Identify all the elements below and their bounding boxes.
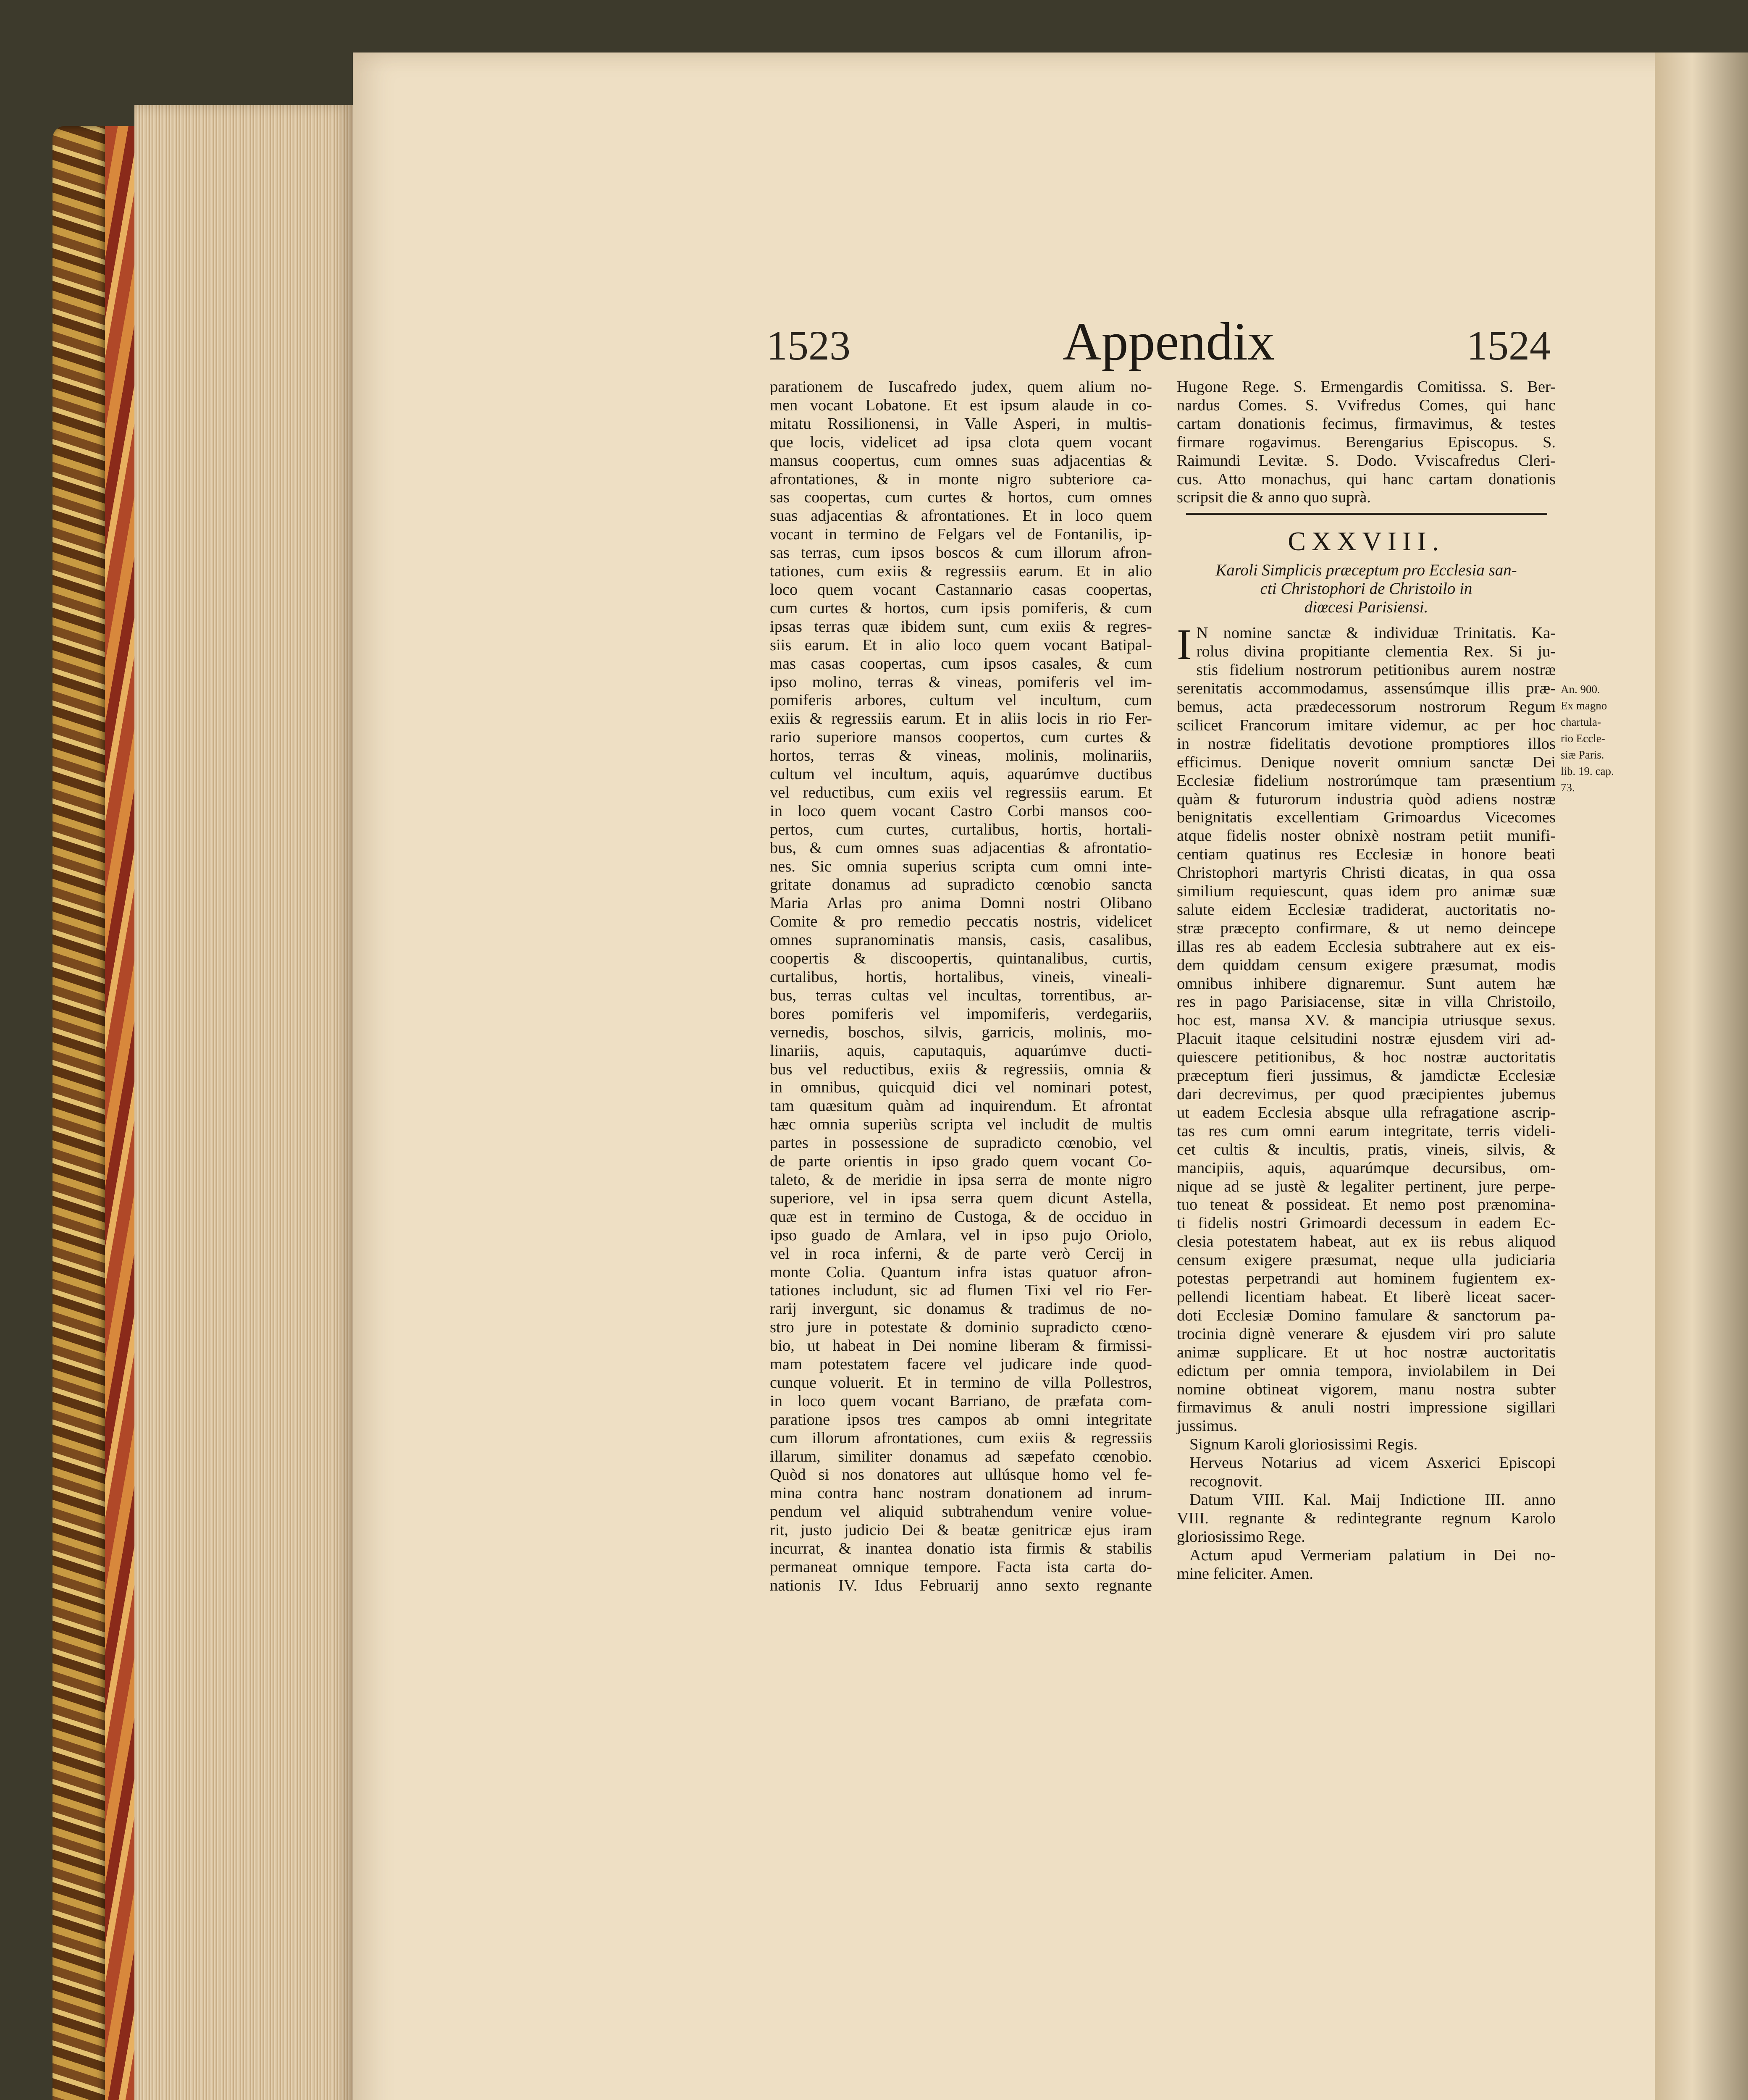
left-column-line: mam potestatem facere vel judicare inde quod- [770,1355,1152,1373]
left-column-line: quæ est in termino de Custoga, & de occiduo in [770,1208,1152,1226]
running-title: Appendix [1063,312,1275,371]
left-column-line: paratione ipsos tres campos ab omni integritate [770,1410,1152,1428]
left-column-line: permaneat omnique tempore. Facta ista carta do- [770,1558,1152,1576]
left-column-line: mitatu Rossilionensi, in Valle Asperi, in multis- [770,415,1152,433]
left-column-line: cunque voluerit. Et in termino de villa Pollestros, [770,1373,1152,1391]
charter-body-line: stræ præcepto confirmare, & ut nemo deincepe [1177,919,1556,937]
left-column-line: superiore, vel in ipsa serra quem dicunt Astella, [770,1189,1152,1207]
left-column-line: bus, terras cultas vel incultas, torrentibus, ar- [770,986,1152,1004]
recognition-line: recognovit. [1189,1473,1263,1491]
signatories-line: cus. Atto monachus, qui hanc cartam donationis [1177,470,1556,488]
left-column-line: pendum vel aliquid subtrahendum venire volue- [770,1503,1152,1521]
actum-line: mine feliciter. Amen. [1177,1564,1314,1583]
left-column-line: bus vel reductibus, exiis & regressiis, omnia & [770,1060,1152,1078]
left-column-line: afrontationes, & in monte nigro subteriore ca- [770,470,1152,488]
charter-body-line: ut eadem Ecclesia absque ulla refragatione ascrip- [1177,1103,1556,1121]
left-column-line: parationem de Iuscafredo judex, quem alium no- [770,378,1152,396]
left-column-line: tam quæsitum quàm ad inquirendum. Et afrontat [770,1097,1152,1115]
charter-body-line: res in pago Parisiacense, sitæ in villa Christoilo, [1177,993,1556,1011]
left-column-line: bus, & cum omnes suas adjacentias & afrontatio- [770,839,1152,857]
marginal-note-line: lib. 19. cap. [1561,765,1614,777]
left-column-line: mina contra hanc nostram donationem ad inrum- [770,1484,1152,1502]
charter-body-line: edictum per omnia tempora, inviolabilem in Dei [1177,1362,1556,1380]
left-column-line: nationis IV. Idus Februarij anno sexto regnante [770,1576,1152,1594]
actum-line: Actum apud Vermeriam palatium in Dei no- [1189,1546,1556,1564]
left-column-line: vel in roca inferni, & de parte verò Cercij in [770,1244,1152,1263]
signatories-line: Raimundi Levitæ. S. Dodo. Vviscafredus Cleri- [1177,452,1556,470]
charter-body-line: similium requiescunt, quas idem pro animæ suæ [1177,882,1556,900]
charter-body-line: ti fidelis nostri Grimoardi decessum in eadem Ec- [1177,1214,1556,1232]
charter-body-line: nique ad se justè & legaliter pertinent, jure perpe- [1177,1177,1556,1195]
marginal-note [1561,681,1616,796]
charter-body-line: Christophori martyris Christi dicatas, in qua ossa [1177,864,1556,882]
charter-body-line: stis fidelium nostrorum petitionibus aurem nostræ [1196,661,1556,679]
left-column-line: taleto, & de meridie in ipsa serra de monte nigro [770,1171,1152,1189]
left-column-line: cum illorum afrontationes, cum exiis & regressiis [770,1429,1152,1447]
left-column-line: pomiferis arbores, cultum vel incultum, cum [770,691,1152,709]
page-block-edges [134,105,353,2100]
charter-body-line: bemus, acta prædecessorum nostrorum Regum [1177,698,1556,716]
left-column-line: omnes supranominatis mansis, casis, casalibus, [770,931,1152,949]
charter-body-line: dem quiddam censum exigere præsumat, modis [1177,956,1556,974]
marginal-note-line: An. 900. [1561,683,1600,696]
charter-body-line: benignitatis excellentiam Grimoardus Vicecomes [1177,808,1556,827]
left-column-line: coopertis & discoopertis, quintanalibus, curtis, [770,950,1152,968]
charter-body-line: illas res ab eadem Ecclesia subtrahere aut ex eis- [1177,937,1556,956]
left-column-line: rarij invergunt, sic donamus & tradimus de no- [770,1300,1152,1318]
charter-body-line: præceptum fieri jussimus, & jamdictæ Ecclesiæ [1177,1067,1556,1085]
drop-cap: I [1177,620,1192,669]
charter-body-line: in nostræ fidelitatis devotione promptiores illos [1177,735,1556,753]
charter-body-line: nomine obtineat vigorem, manu nostra subter [1177,1380,1556,1398]
charter-body-line: efficimus. Denique noverit omnium sanctæ Dei [1177,753,1556,771]
book-cover-spine [52,126,107,2100]
charter-body-line: mancipiis, aquis, aquarúmque decursibus, om- [1177,1159,1556,1177]
charter-body-line: salute eidem Ecclesiæ tradiderat, auctoritatis no- [1177,900,1556,919]
charter-body-line: atque fidelis noster obnixè nostram petiit munifi- [1177,827,1556,845]
left-column-line: mas casas coopertas, cum ipsos casales, & cum [770,654,1152,672]
facing-page-edge [1655,52,1748,2100]
chapter-title-line: cti Christophori de Christoilo in [1260,580,1472,598]
charter-body-line: animæ supplicare. Et ut hoc nostræ auctoritatis [1177,1343,1556,1361]
charter-body-line: potestas perpetrandi aut hominem fugientem ex- [1177,1270,1556,1288]
page-number-left: 1523 [766,322,850,369]
charter-body-line: cet cultis & incultis, pratis, vineis, silvis, & [1177,1140,1556,1158]
left-text-column [770,378,1152,1595]
charter-body-line: trocinia dignè venerare & ejusdem viri pro salute [1177,1325,1556,1343]
datum-line: gloriosissimo Rege. [1177,1528,1305,1546]
left-column-line: hæc omnia superiùs scripta vel includit de multis [770,1116,1152,1134]
left-column-line: stro jure in potestate & dominio supradicto cœno- [770,1318,1152,1336]
left-column-line: vernedis, boschos, silvis, garricis, molinis, mo- [770,1023,1152,1041]
left-column-line: monte Colia. Quantum infra istas quatuor afron- [770,1263,1152,1281]
signatories-line: Hugone Rege. S. Ermengardis Comitissa. S. Ber- [1177,378,1556,396]
charter-signatories [1177,378,1556,507]
left-column-line: sas coopertas, cum curtes & hortos, cum omnes [770,488,1152,507]
page-number-right: 1524 [1467,322,1551,369]
chapter-title-line: Karoli Simplicis præceptum pro Ecclesia san- [1215,561,1517,580]
marginal-note-line: siæ Paris. [1561,748,1604,761]
left-column-line: cultum vel incultum, aquis, aquarúmve ductibus [770,765,1152,783]
left-column-line: ipso guado de Amlara, vel in ipso pujo Oriolo, [770,1226,1152,1244]
left-column-line: Maria Arlas pro anima Domni nostri Olibano [770,894,1152,912]
signatories-line: nardus Comes. S. Vvifredus Comes, qui hanc [1177,396,1556,414]
charter-body-line: tuo teneat & possideat. Et nemo post prænomina- [1177,1196,1556,1214]
left-column-line: ipso molino, terras & vineas, pomiferis vel im- [770,673,1152,691]
charter-body-line: serenitatis accommodamus, assensúmque illis præ- [1177,680,1556,698]
charter-body-line: scilicet Francorum imitare videmur, ac per hoc [1177,716,1556,734]
left-column-line: pertos, cum curtes, curtalibus, hortis, hortali- [770,820,1152,838]
chapter-title-line: diœcesi Parisiensi. [1304,598,1428,617]
charter-body-line: jussimus. [1177,1417,1238,1435]
charter-body-line: quàm & futurorum industria quòd adiens nostræ [1177,790,1556,808]
left-column-line: in loco quem vocant Barriano, de præfata com- [770,1392,1152,1410]
marginal-note-line: rio Eccle- [1561,732,1605,745]
left-column-line: hortos, terras & vineas, molinis, molinariis, [770,747,1152,765]
charter-body-line: centiam quatinus res Ecclesiæ in honore beati [1177,845,1556,864]
left-column-line: vocant in termino de Felgars vel de Fontanilis, ip- [770,525,1152,543]
signatories-line: scripsit die & anno quo suprà. [1177,488,1371,507]
marbled-endpaper [105,126,135,2100]
charter-body-line: hoc est, mansa XV. & mancipia utriusque sexus. [1177,1011,1556,1029]
datum-line: VIII. regnante & redintegrante regnum Karolo [1177,1509,1556,1527]
charter-body-line: N nomine sanctæ & individuæ Trinitatis. Ka- [1196,624,1556,642]
charter-body [1177,620,1556,1436]
left-column-line: men vocant Lobatone. Et est ipsum alaude in co- [770,396,1152,414]
left-column-line: sas terras, cum ipsos boscos & cum illorum afron- [770,544,1152,562]
left-column-line: Comite & pro remedio peccatis nostris, videlicet [770,913,1152,931]
charter-body-line: quiescere petitionibus, & hoc nostræ auctoritatis [1177,1048,1556,1066]
left-column-line: in omnibus, quicquid dici vel nominari potest, [770,1079,1152,1097]
right-text-column [1177,378,1556,1583]
left-column-line: illarum, similiter donamus ad sæpefato cœnobio. [770,1447,1152,1465]
left-column-line: que locis, videlicet ad ipsa clota quem vocant [770,433,1152,451]
chapter-number: CXXVIII. [1288,526,1445,556]
charter-body-line: omnibus inhibere dignaremur. Sunt autem hæ [1177,974,1556,992]
signatories-line: firmare rogavimus. Berengarius Episcopus. S. [1177,433,1556,451]
charter-body-line: dari decrevimus, per quod præcipientes jubemus [1177,1085,1556,1103]
left-column-line: tationes includunt, sic ad flumen Tixi vel rio Fer- [770,1281,1152,1299]
left-column-line: vel reductibus, cum exiis vel regressiis earum. Et [770,783,1152,801]
recognition-line: Herveus Notarius ad vicem Asxerici Episcopi [1189,1454,1556,1472]
left-column-line: nes. Sic omnia superius scripta cum omni inte- [770,857,1152,875]
left-column-line: linariis, aquis, caputaquis, aquarúmve ducti- [770,1042,1152,1060]
charter-body-line: censum exigere præsumat, neque ulla judiciaria [1177,1251,1556,1269]
marginal-note-line: 73. [1561,781,1575,794]
charter-body-line: rolus divina propitiante clementia Rex. Si ju- [1196,643,1556,661]
left-column-line: siis earum. Et in alio loco quem vocant Batipal- [770,636,1152,654]
marginal-note-line: chartula- [1561,716,1601,728]
left-column-line: exiis & regressiis earum. Et in aliis locis in rio Fer- [770,710,1152,728]
recognition-note [1177,1454,1556,1491]
signum-line: Signum Karoli gloriosissimi Regis. [1189,1436,1418,1454]
left-column-line: rit, justo judicio Dei & beatæ genitricæ ejus iram [770,1521,1152,1539]
section-rule [1186,513,1547,515]
actum-clause [1177,1546,1556,1583]
chapter-title [1177,561,1556,617]
marginal-note-line: Ex magno [1561,699,1607,712]
left-column-line: bores pomiferis vel impomiferis, verdegariis, [770,1005,1152,1023]
left-column-line: suas adjacentias & afrontationes. Et in loco quem [770,507,1152,525]
left-column-line: tationes, cum exiis & regressiis earum. Et in alio [770,562,1152,580]
left-column-line: bio, ut habeat in Dei nomine liberam & firmissi- [770,1337,1152,1355]
charter-body-line: Placuit itaque celsitudini nostræ ejusdem viri ad- [1177,1030,1556,1048]
charter-body-line: doti Ecclesiæ Domino famulare & sanctorum pa- [1177,1306,1556,1324]
left-column-line: curtalibus, hortis, hortalibus, vineis, vineali- [770,968,1152,986]
left-column-line: incurrat, & inantea donatio ista firmis & stabilis [770,1540,1152,1558]
left-column-line: Quòd si nos donatores aut ullúsque homo vel fe- [770,1466,1152,1484]
left-column-line: cum curtes & hortos, cum ipsis pomiferis, & cum [770,599,1152,617]
dating-clause [1177,1491,1556,1546]
charter-body-line: firmavimus & anuli nostri impressione sigillari [1177,1399,1556,1417]
charter-body-line: clesia potestatem habeat, aut ex iis rebus aliquod [1177,1233,1556,1251]
datum-line: Datum VIII. Kal. Maij Indictione III. anno [1189,1491,1556,1509]
charter-body-line: Ecclesiæ fidelium nostrorúmque tam præsentium [1177,772,1556,790]
left-column-line: gritate donamus ad supradicto cœnobio sancta [770,876,1152,894]
charter-body-line: tas res cum omni earum integritate, terris videli- [1177,1122,1556,1140]
left-column-line: ipsas terras quæ ibidem sunt, cum exiis & regres- [770,617,1152,635]
left-column-line: rario superiore mansos coopertos, cum curtes & [770,728,1152,746]
left-column-line: partes in possessione de supradicto cœnobio, vel [770,1134,1152,1152]
left-column-line: de parte orientis in ipso grado quem vocant Co- [770,1152,1152,1171]
charter-body-line: pellendi licentiam habeat. Et liberè liceat sacer- [1177,1288,1556,1306]
left-column-line: loco quem vocant Castannario casas coopertas, [770,580,1152,598]
left-column-line: mansus coopertus, cum omnes suas adjacentias & [770,452,1152,470]
signatories-line: cartam donationis fecimus, firmavimus, & testes [1177,415,1556,433]
left-column-line: in loco quem vocant Castro Corbi mansos coo- [770,802,1152,820]
